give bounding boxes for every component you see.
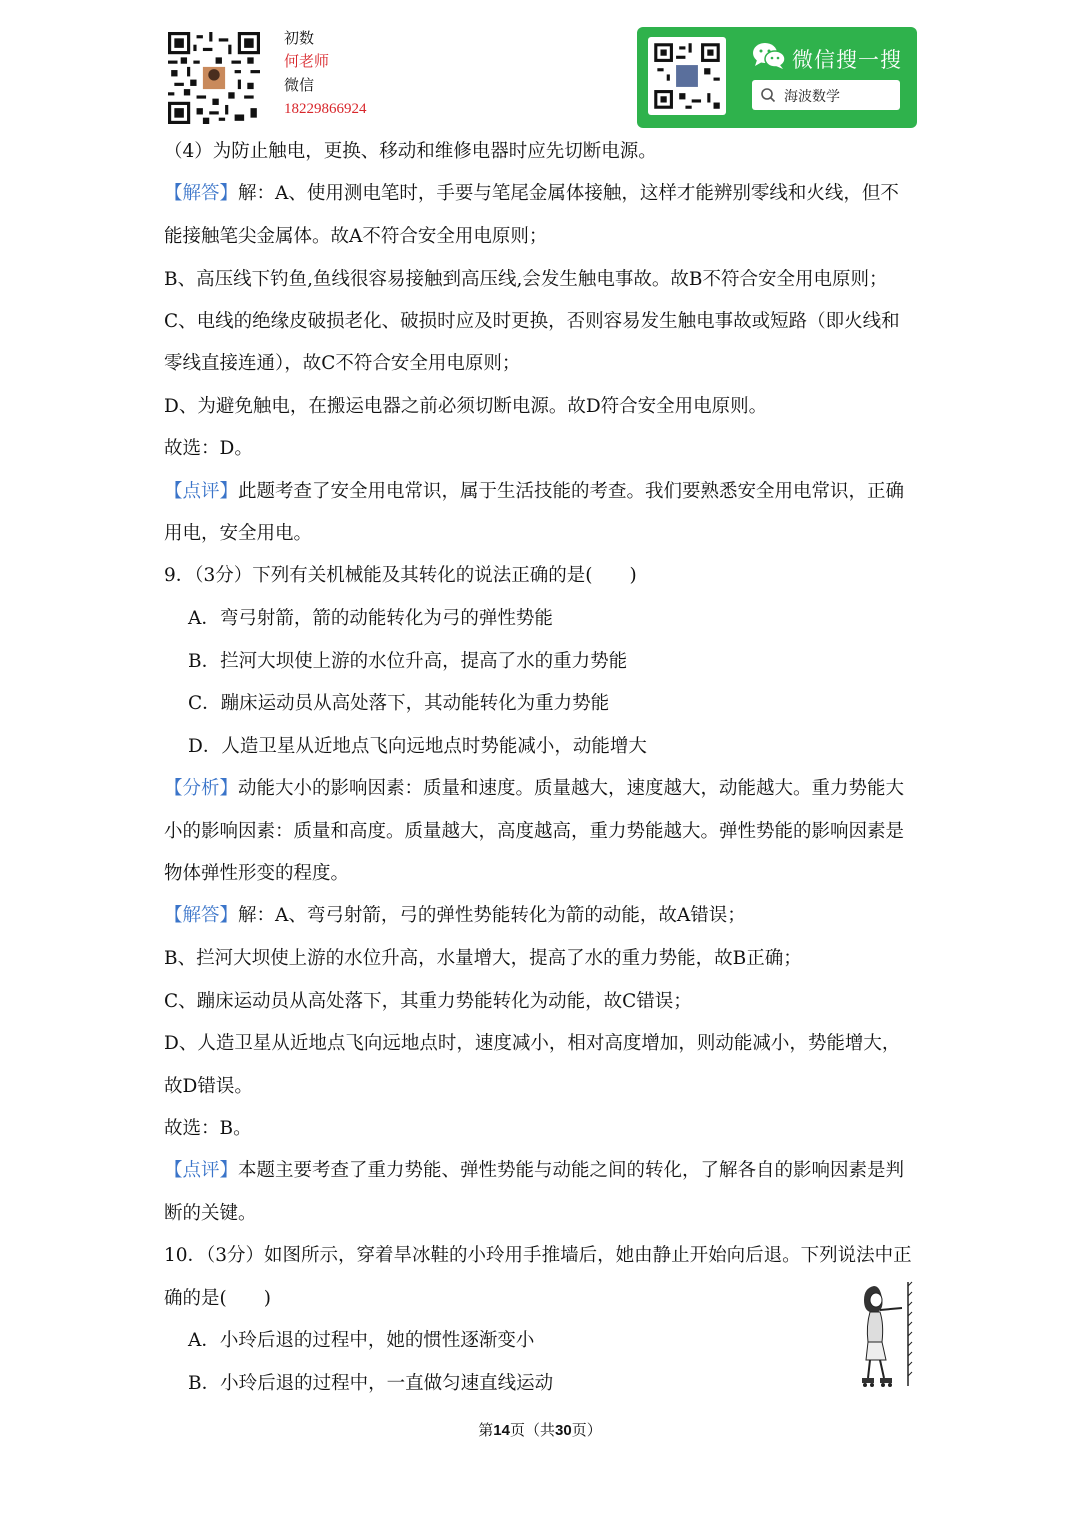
text-line: 断的关键。 — [164, 1203, 257, 1224]
text-line: D、人造卫星从近地点飞向远地点时，速度减小，相对高度增加，则动能减小，势能增大， — [164, 1033, 901, 1054]
contact-label-1: 初数 — [284, 29, 315, 47]
answer-tag: 【解答】 — [164, 905, 239, 926]
page-footer — [0, 1419, 1080, 1440]
option-a: A．弯弓射箭，箭的动能转化为弓的弹性势能 — [188, 608, 553, 629]
answer-text: 解：A、使用测电笔时，手要与笔尾金属体接触，这样才能辨别零线和火线，但不 — [238, 183, 899, 204]
analysis-text: 动能大小的影响因素：质量和速度。质量越大，速度越大，动能越大。重力势能大 — [238, 778, 905, 799]
comment-tag: 【点评】 — [164, 1160, 239, 1181]
answer-choice: 故选：B。 — [164, 1118, 252, 1139]
option-d: D．人造卫星从近地点飞向远地点时势能减小，动能增大 — [188, 736, 647, 757]
text-line: 能接触笔尖金属体。故A不符合安全用电原则； — [164, 226, 548, 247]
text-line: C、电线的绝缘皮破损老化、破损时应及时更换，否则容易发生触电事故或短路（即火线和 — [164, 311, 900, 332]
comment-1 — [164, 480, 904, 504]
text-line: 零线直接连通），故C不符合安全用电原则； — [164, 353, 521, 374]
option-b: B．小玲后退的过程中，一直做匀速直线运动 — [188, 1373, 554, 1394]
text-line: 物体弹性形变的程度。 — [164, 863, 350, 884]
answer-2 — [164, 904, 746, 928]
text-line: D、为避免触电，在搬运电器之前必须切断电源。故D符合安全用电原则。 — [164, 396, 768, 417]
text-line: 确的是( ) — [164, 1288, 271, 1309]
contact-qr-code — [168, 32, 260, 124]
analysis — [164, 777, 904, 801]
answer-text: 解：A、弯弓射箭，弓的弹性势能转化为箭的动能，故A错误； — [238, 905, 746, 926]
question-9: 9．（3分）下列有关机械能及其转化的说法正确的是( ) — [164, 565, 637, 586]
answer-1 — [164, 182, 899, 206]
comment-text: 本题主要考查了重力势能、弹性势能与动能之间的转化，了解各自的影响因素是判 — [238, 1160, 905, 1181]
roller-skater-illustration — [856, 1280, 916, 1392]
comment-tag: 【点评】 — [164, 481, 239, 502]
text-line: 用电，安全用电。 — [164, 523, 313, 544]
analysis-tag: 【分析】 — [164, 778, 239, 799]
contact-phone: 18229866924 — [284, 101, 367, 117]
page-number: 14 — [493, 1422, 510, 1439]
option-b: B．拦河大坝使上游的水位升高，提高了水的重力势能 — [188, 651, 628, 672]
wechat-search-query: 海波数学 — [784, 89, 840, 105]
wechat-logo-icon — [752, 42, 786, 70]
footer-mid: 页（共 — [509, 1421, 555, 1439]
option-a: A．小玲后退的过程中，她的惯性逐渐变小 — [188, 1330, 535, 1351]
text-line: （4）为防止触电，更换、移动和维修电器时应先切断电源。 — [164, 141, 657, 162]
answer-tag: 【解答】 — [164, 183, 239, 204]
wechat-search-title: 微信搜一搜 — [792, 48, 902, 72]
text-line: 故D错误。 — [164, 1076, 253, 1097]
comment-2 — [164, 1159, 904, 1183]
footer-pre: 第 — [478, 1421, 494, 1439]
contact-teacher: 何老师 — [284, 52, 330, 70]
question-10: 10．（3分）如图所示，穿着旱冰鞋的小玲用手推墙后，她由静止开始向后退。下列说法中正 — [164, 1245, 912, 1266]
text-line: C、蹦床运动员从高处落下，其重力势能转化为动能，故C错误； — [164, 991, 692, 1012]
contact-label-wechat: 微信 — [284, 76, 315, 94]
option-c: C．蹦床运动员从高处落下，其动能转化为重力势能 — [188, 693, 610, 714]
text-line: 小的影响因素：质量和高度。质量越大，高度越高，重力势能越大。弹性势能的影响因素是 — [164, 821, 905, 842]
search-icon — [760, 87, 776, 103]
text-line: B、拦河大坝使上游的水位升高，水量增大，提高了水的重力势能，故B正确； — [164, 948, 802, 969]
wechat-qr-code — [648, 37, 726, 115]
footer-post: 页） — [571, 1421, 602, 1439]
comment-text: 此题考查了安全用电常识，属于生活技能的考查。我们要熟悉安全用电常识，正确 — [238, 481, 905, 502]
answer-choice: 故选：D。 — [164, 438, 253, 459]
text-line: B、高压线下钓鱼,鱼线很容易接触到高压线,会发生触电事故。故B不符合安全用电原则； — [164, 269, 888, 290]
total-pages: 30 — [555, 1422, 572, 1439]
